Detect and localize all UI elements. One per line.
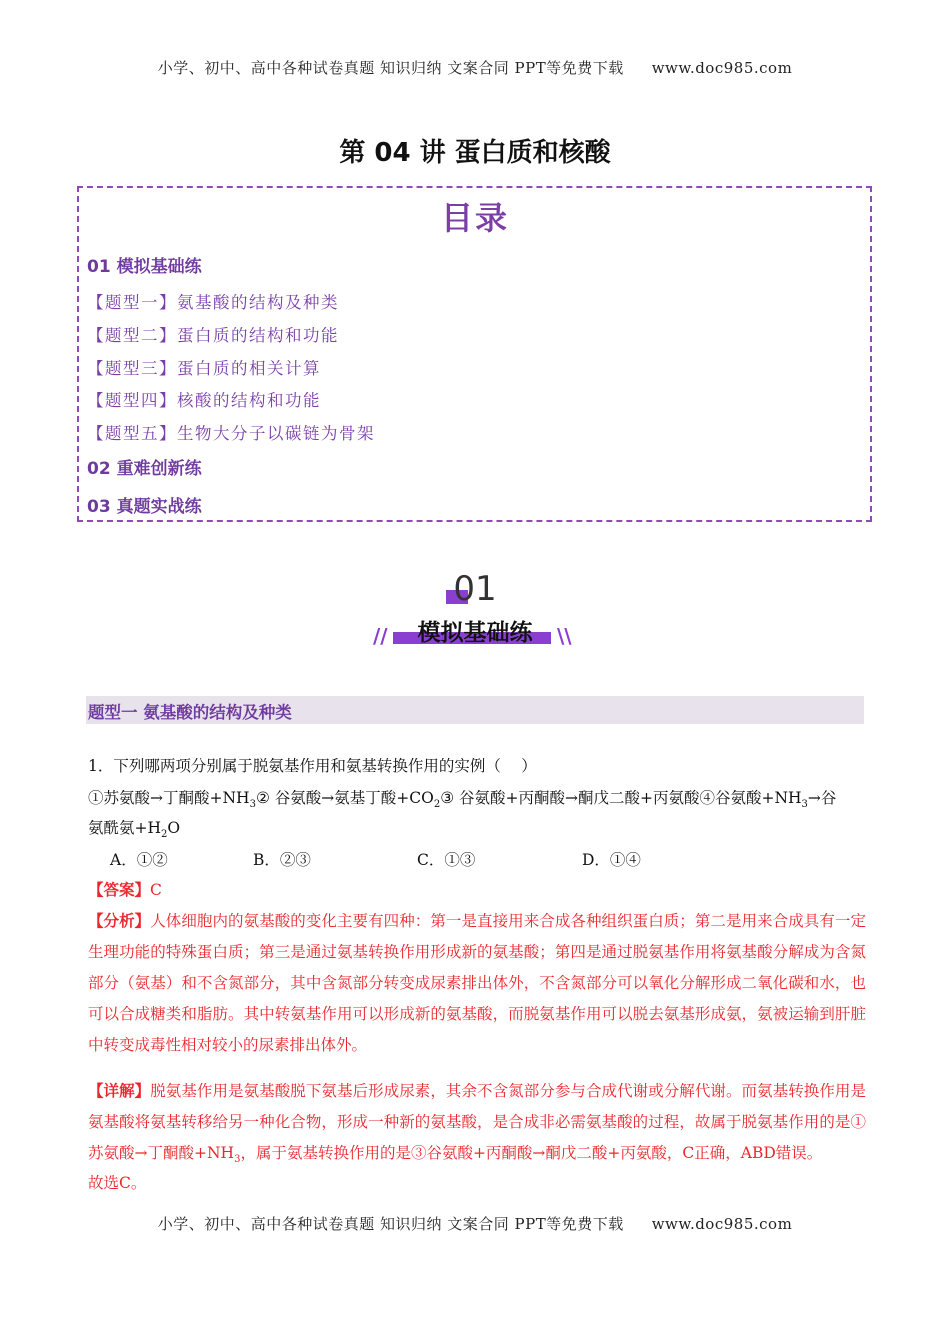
toc-title: 目录	[440, 199, 509, 237]
answer-value: C	[150, 881, 162, 899]
answer	[88, 874, 866, 906]
toc-section-1[interactable]: 01 模拟基础练	[87, 257, 202, 277]
banner-slash-left: //	[373, 624, 388, 648]
banner-number: 01	[453, 569, 497, 609]
toc-section-2[interactable]: 02 重难创新练	[87, 459, 202, 479]
footer-text: 小学、初中、高中各种试卷真题 知识归纳 文案合同 PPT等免费下载	[157, 1215, 624, 1233]
option-d[interactable]: D．①④	[582, 851, 641, 869]
banner-slash-right: \\	[557, 624, 572, 648]
banner-label: 模拟基础练	[417, 620, 533, 646]
option-b[interactable]: B．②③	[253, 851, 311, 869]
toc-item-1[interactable]: 【题型一】氨基酸的结构及种类	[87, 293, 339, 312]
page-footer	[0, 1213, 950, 1234]
conclusion: 故选C。	[88, 1174, 147, 1192]
toc-item-2[interactable]: 【题型二】蛋白质的结构和功能	[87, 326, 339, 345]
toc-item-4[interactable]: 【题型四】核酸的结构和功能	[87, 391, 321, 410]
type-heading: 题型一 氨基酸的结构及种类	[88, 703, 292, 722]
option-c[interactable]: C．①③	[417, 851, 476, 869]
option-a[interactable]: A．①②	[110, 851, 168, 869]
toc-item-5[interactable]: 【题型五】生物大分子以碳链为骨架	[87, 424, 375, 443]
page-header	[0, 57, 950, 78]
toc-section-3[interactable]: 03 真题实战练	[87, 497, 202, 517]
toc-item-3[interactable]: 【题型三】蛋白质的相关计算	[87, 359, 321, 378]
header-text: 小学、初中、高中各种试卷真题 知识归纳 文案合同 PPT等免费下载	[157, 59, 624, 77]
page-title: 第 04 讲 蛋白质和核酸	[339, 138, 611, 168]
question-stem: 1．下列哪两项分别属于脱氨基作用和氨基转换作用的实例（ ）	[88, 757, 537, 775]
footer-site[interactable]: www.doc985.com	[651, 1215, 793, 1233]
analysis-text: 人体细胞内的氨基酸的变化主要有四种：第一是直接用来合成各种组织蛋白质；第二是用来合成具有一定生理功能的特殊蛋白质；第三是通过氨基转换作用形成新的氨基酸；第四是通过脱氨基作用将氨基酸分解成为含氮部分（氨基）和不含氮部分，其中含氮部分转变成尿素排出体外，不含氮部分可以氧化分解形成二氧化碳和水，也可以合成糖类和脂肪。其中转氨基作用可以形成新的氨基酸，而脱氨基作用可以脱去氨基形成氨，氨被运输到肝脏中转变成毒性相对较小的尿素排出体外。	[88, 912, 866, 1054]
analysis	[88, 905, 866, 1061]
question-line-2: ①苏氨酸→丁酮酸$+NH_3②$ 谷氨酸→氨基丁酸$+CO_2③$ 谷氨酸+丙酮酸→酮戊二酸+丙氨酸④谷氨酸$+NH_3\to$谷	[88, 789, 837, 811]
question-line-3: 氨酰氨$+H_2O$	[88, 819, 181, 841]
detail-label: 【详解】	[88, 1081, 151, 1100]
analysis-label: 【分析】	[88, 911, 151, 930]
detail: 【详解】脱氨基作用是氨基酸脱下氨基后形成尿素，其余不含氮部分参与合成代谢或分解代谢。而氨基转换作用是氨基酸将氨基转移给另一种化合物，形成一种新的氨基酸，是合成非必需氨基酸的过程，故属于脱氨基作用的是①苏氨酸→丁酮酸$+NH_3$，属于氨基转换作用的是③谷氨酸+丙酮酸→酮戊二酸+丙氨酸，C正确，ABD错误。	[88, 1081, 866, 1166]
answer-label: 【答案】	[88, 880, 151, 899]
header-site[interactable]: www.doc985.com	[651, 59, 793, 77]
